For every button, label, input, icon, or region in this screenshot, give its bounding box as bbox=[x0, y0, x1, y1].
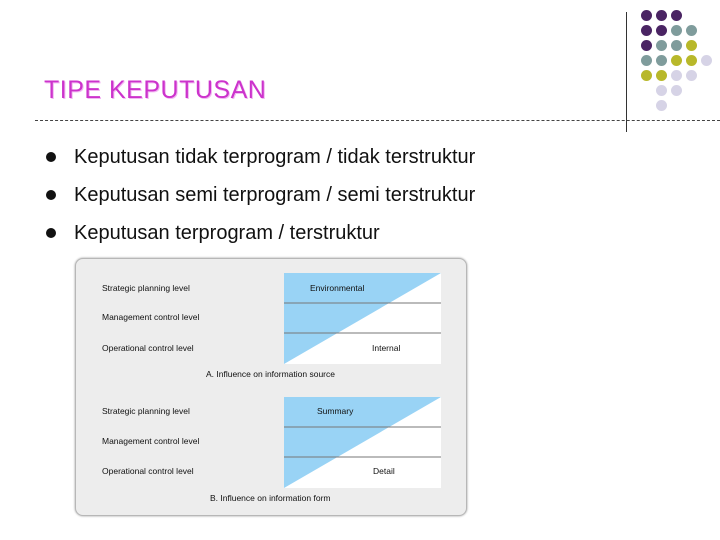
decorative-dot bbox=[641, 55, 652, 66]
decorative-dot bbox=[671, 85, 682, 96]
level-label-operational: Operational control level bbox=[102, 466, 194, 476]
panel-b-triangle bbox=[284, 397, 441, 488]
decorative-dot bbox=[686, 40, 697, 51]
level-label-management: Management control level bbox=[102, 312, 200, 322]
bullet-icon bbox=[46, 190, 56, 200]
decorative-dot bbox=[671, 25, 682, 36]
level-label-management: Management control level bbox=[102, 436, 200, 446]
bullet-list bbox=[46, 142, 475, 256]
panel-b-caption: B. Influence on information form bbox=[210, 493, 331, 503]
bullet-item bbox=[46, 218, 475, 256]
bullet-text: Keputusan terprogram / terstruktur bbox=[74, 222, 380, 244]
decorative-dot bbox=[656, 40, 667, 51]
decorative-dot bbox=[656, 70, 667, 81]
decorative-dot bbox=[686, 70, 697, 81]
level-label-strategic: Strategic planning level bbox=[102, 406, 190, 416]
decorative-dot bbox=[656, 10, 667, 21]
decorative-dot bbox=[656, 55, 667, 66]
decorative-dot-grid bbox=[641, 10, 720, 118]
bullet-item bbox=[46, 180, 475, 218]
decorative-dot bbox=[641, 10, 652, 21]
decorative-dot bbox=[656, 100, 667, 111]
decorative-vertical-line bbox=[626, 12, 627, 132]
decorative-dot bbox=[671, 70, 682, 81]
decision-level-figure bbox=[75, 258, 467, 516]
panel-a-caption: A. Influence on information source bbox=[206, 369, 335, 379]
decorative-dot bbox=[656, 85, 667, 96]
title-divider bbox=[35, 120, 720, 121]
bullet-text: Keputusan tidak terprogram / tidak terstruktur bbox=[74, 146, 476, 168]
bullet-icon bbox=[46, 228, 56, 238]
decorative-dot bbox=[686, 25, 697, 36]
decorative-dot bbox=[671, 10, 682, 21]
bullet-icon bbox=[46, 152, 56, 162]
panel-b-bottom-label: Detail bbox=[373, 466, 395, 476]
panel-a-top-label: Environmental bbox=[310, 283, 365, 293]
level-label-operational: Operational control level bbox=[102, 343, 194, 353]
decorative-dot bbox=[671, 55, 682, 66]
decorative-dot bbox=[671, 40, 682, 51]
decorative-dot bbox=[701, 55, 712, 66]
bullet-text: Keputusan semi terprogram / semi terstruktur bbox=[74, 184, 476, 206]
decorative-dot bbox=[656, 25, 667, 36]
panel-a-diagram bbox=[284, 273, 441, 364]
panel-b-diagram bbox=[284, 397, 441, 488]
bullet-item bbox=[46, 142, 475, 180]
decorative-dot bbox=[686, 55, 697, 66]
panel-a-bottom-label: Internal bbox=[372, 343, 401, 353]
level-label-strategic: Strategic planning level bbox=[102, 283, 190, 293]
panel-b-top-label: Summary bbox=[317, 406, 354, 416]
decorative-dot bbox=[641, 25, 652, 36]
decorative-dot bbox=[641, 40, 652, 51]
slide-title: TIPE KEPUTUSAN bbox=[44, 76, 267, 104]
decorative-dot bbox=[641, 70, 652, 81]
